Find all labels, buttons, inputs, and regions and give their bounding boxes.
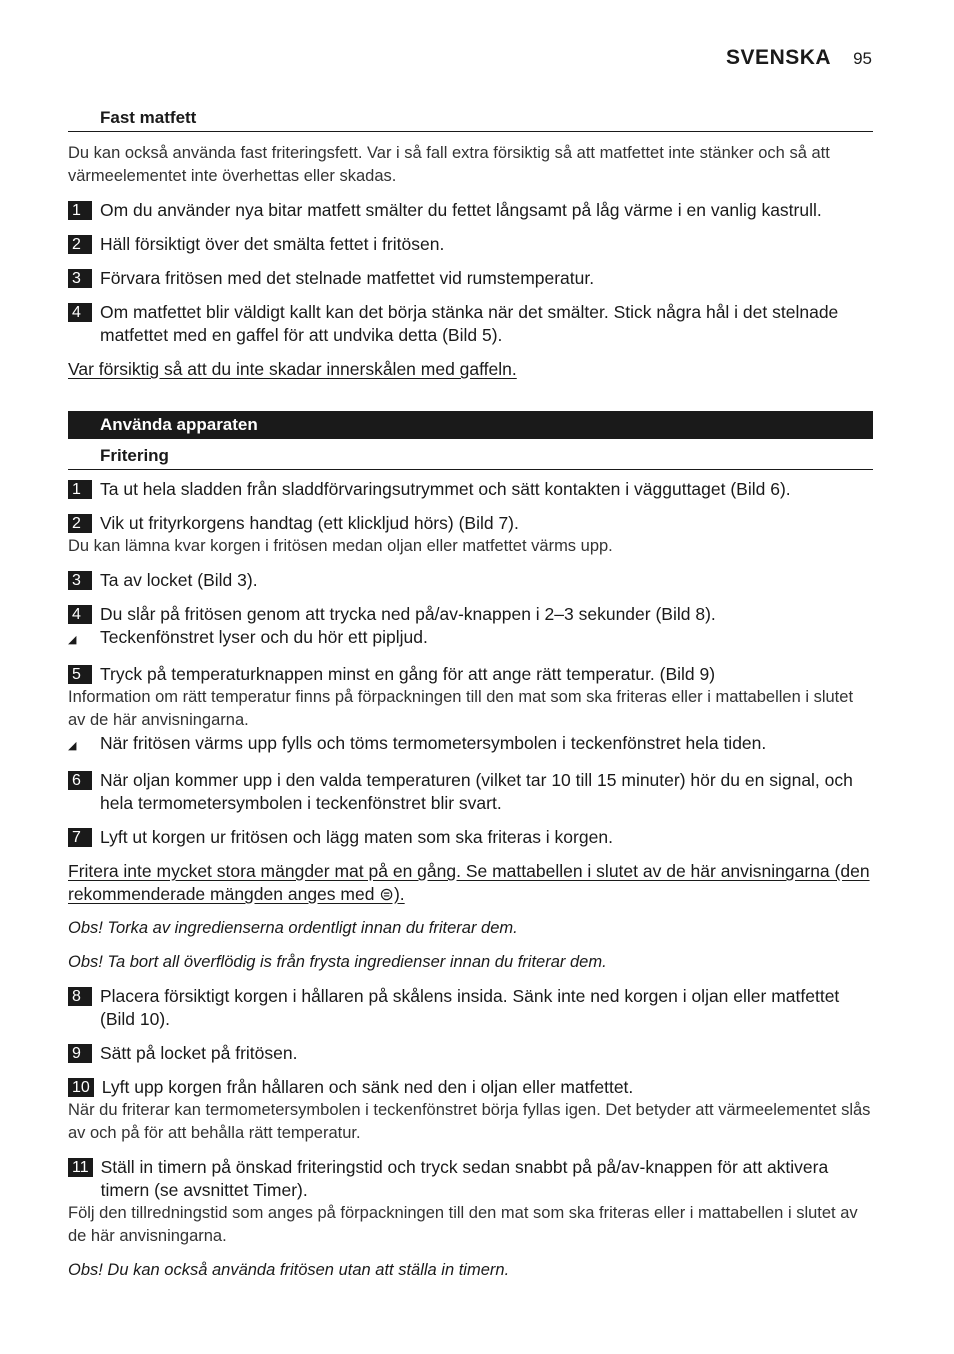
page-number: 95: [853, 49, 872, 68]
step-number: 2: [68, 514, 92, 533]
step-item: [68, 663, 873, 686]
obs-note: Obs! Ta bort all överflödig is från frysta ingredienser innan du friterar dem.: [68, 953, 607, 971]
step-item: [68, 199, 873, 222]
step-item: [68, 512, 873, 535]
section-heading-fritering: Fritering: [68, 443, 873, 470]
obs-note: Obs! Torka av ingredienserna ordentligt innan du friterar dem.: [68, 919, 518, 937]
step-text: Placera försiktigt korgen i hållaren på skålens insida. Sänk inte ned korgen i oljan eller matfettet (Bild 10).: [100, 986, 840, 1029]
page-content: [68, 105, 873, 1282]
step-number: 4: [68, 605, 92, 624]
step-item: [68, 603, 873, 626]
step-text: Om matfettet blir väldigt kallt kan det börja stänka när det smälter. Stick några hål i det stelnade matfettet med en gaffel för att undvika detta (Bild 5).: [100, 302, 839, 345]
step-number: 10: [68, 1078, 94, 1097]
warning-text: Fritera inte mycket stora mängder mat på en gång. Se mattabellen i slutet av de här anvisningarna (den rekommenderade mängden anges med ⊜).: [68, 861, 870, 904]
step-text: Lyft upp korgen från hållaren och sänk ned den i oljan eller matfettet.: [101, 1077, 634, 1097]
step-item: [68, 985, 873, 1031]
warning-text: Var försiktig så att du inte skadar innerskålen med gaffeln.: [68, 359, 517, 379]
step-item: [68, 769, 873, 815]
step-number: 7: [68, 828, 92, 847]
step-text: Tryck på temperaturknappen minst en gång för att ange rätt temperatur. (Bild 9): [100, 664, 716, 684]
step-number: 5: [68, 665, 92, 684]
step-text: När oljan kommer upp i den valda temperaturen (vilket tar 10 till 15 minuter) hör du en signal, och hela termometersymbolen i teckenfönstret blir svart.: [100, 770, 853, 813]
language-label: SVENSKA: [726, 46, 832, 69]
section-heading-fast-matfett: Fast matfett: [68, 105, 873, 132]
step-text: Häll försiktigt över det smälta fettet i fritösen.: [100, 234, 445, 254]
step-item: [68, 301, 873, 347]
step-text: Vik ut frityrkorgens handtag (ett klickljud hörs) (Bild 7).: [100, 513, 519, 533]
step-item: [68, 233, 873, 256]
step-item: [68, 267, 873, 290]
intro-paragraph: Du kan också använda fast friteringsfett. Var i så fall extra försiktig så att matfettet inte stänker och så att värmeelementet inte överhettas eller skadas.: [68, 144, 830, 185]
step-item: [68, 826, 873, 849]
step-number: 8: [68, 987, 92, 1006]
page-header: [726, 46, 872, 70]
step-note: Du kan lämna kvar korgen i fritösen medan oljan eller matfettet värms upp.: [68, 537, 613, 555]
step-item: [68, 1076, 873, 1099]
step-text: Ta av locket (Bild 3).: [100, 570, 258, 590]
step-text: Sätt på locket på fritösen.: [100, 1043, 298, 1063]
step-text: Förvara fritösen med det stelnade matfettet vid rumstemperatur.: [100, 268, 595, 288]
step-item: [68, 478, 873, 501]
step-item: [68, 569, 873, 592]
triangle-bullet-icon: ◢: [68, 740, 77, 752]
step-number: 1: [68, 480, 92, 499]
step-number: 3: [68, 571, 92, 590]
bullet-text: Teckenfönstret lyser och du hör ett pipljud.: [100, 627, 428, 647]
step-number: 1: [68, 201, 92, 220]
step-note: Följ den tillredningstid som anges på förpackningen till den mat som ska friteras eller i mattabellen i slutet av de här anvisningarna.: [68, 1204, 858, 1245]
step-text: Ställ in timern på önskad friteringstid och tryck sedan snabbt på på/av-knappen för att aktivera timern (se avsnittet Timer).: [100, 1157, 829, 1200]
step-number: 2: [68, 235, 92, 254]
bullet-text: När fritösen värms upp fylls och töms termometersymbolen i teckenfönstret hela tiden.: [100, 733, 767, 753]
obs-note: Obs! Du kan också använda fritösen utan att ställa in timern.: [68, 1261, 510, 1279]
step-text: Ta ut hela sladden från sladdförvaringsutrymmet och sätt kontakten i vägguttaget (Bild 6).: [100, 479, 791, 499]
step-note: När du friterar kan termometersymbolen i teckenfönstret börja fyllas igen. Det betyder att värmeelementet slås av och på för att behålla rätt temperatur.: [68, 1101, 871, 1142]
step-number: 6: [68, 771, 92, 790]
step-number: 11: [68, 1158, 93, 1177]
triangle-bullet-icon: ◢: [68, 634, 77, 646]
step-note: Information om rätt temperatur finns på förpackningen till den mat som ska friteras eller i mattabellen i slutet av de här anvisningarna.: [68, 688, 854, 729]
step-text: Du slår på fritösen genom att trycka ned på/av-knappen i 2–3 sekunder (Bild 8).: [100, 604, 716, 624]
step-item: [68, 1156, 873, 1202]
section-bar-anvanda-apparaten: Använda apparaten: [68, 411, 873, 439]
result-bullet: [68, 626, 873, 652]
result-bullet: [68, 732, 873, 758]
step-number: 3: [68, 269, 92, 288]
step-item: [68, 1042, 873, 1065]
step-text: Om du använder nya bitar matfett smälter du fettet långsamt på låg värme i en vanlig kastrull.: [100, 200, 822, 220]
step-number: 4: [68, 303, 92, 322]
step-text: Lyft ut korgen ur fritösen och lägg maten som ska friteras i korgen.: [100, 827, 613, 847]
step-number: 9: [68, 1044, 92, 1063]
